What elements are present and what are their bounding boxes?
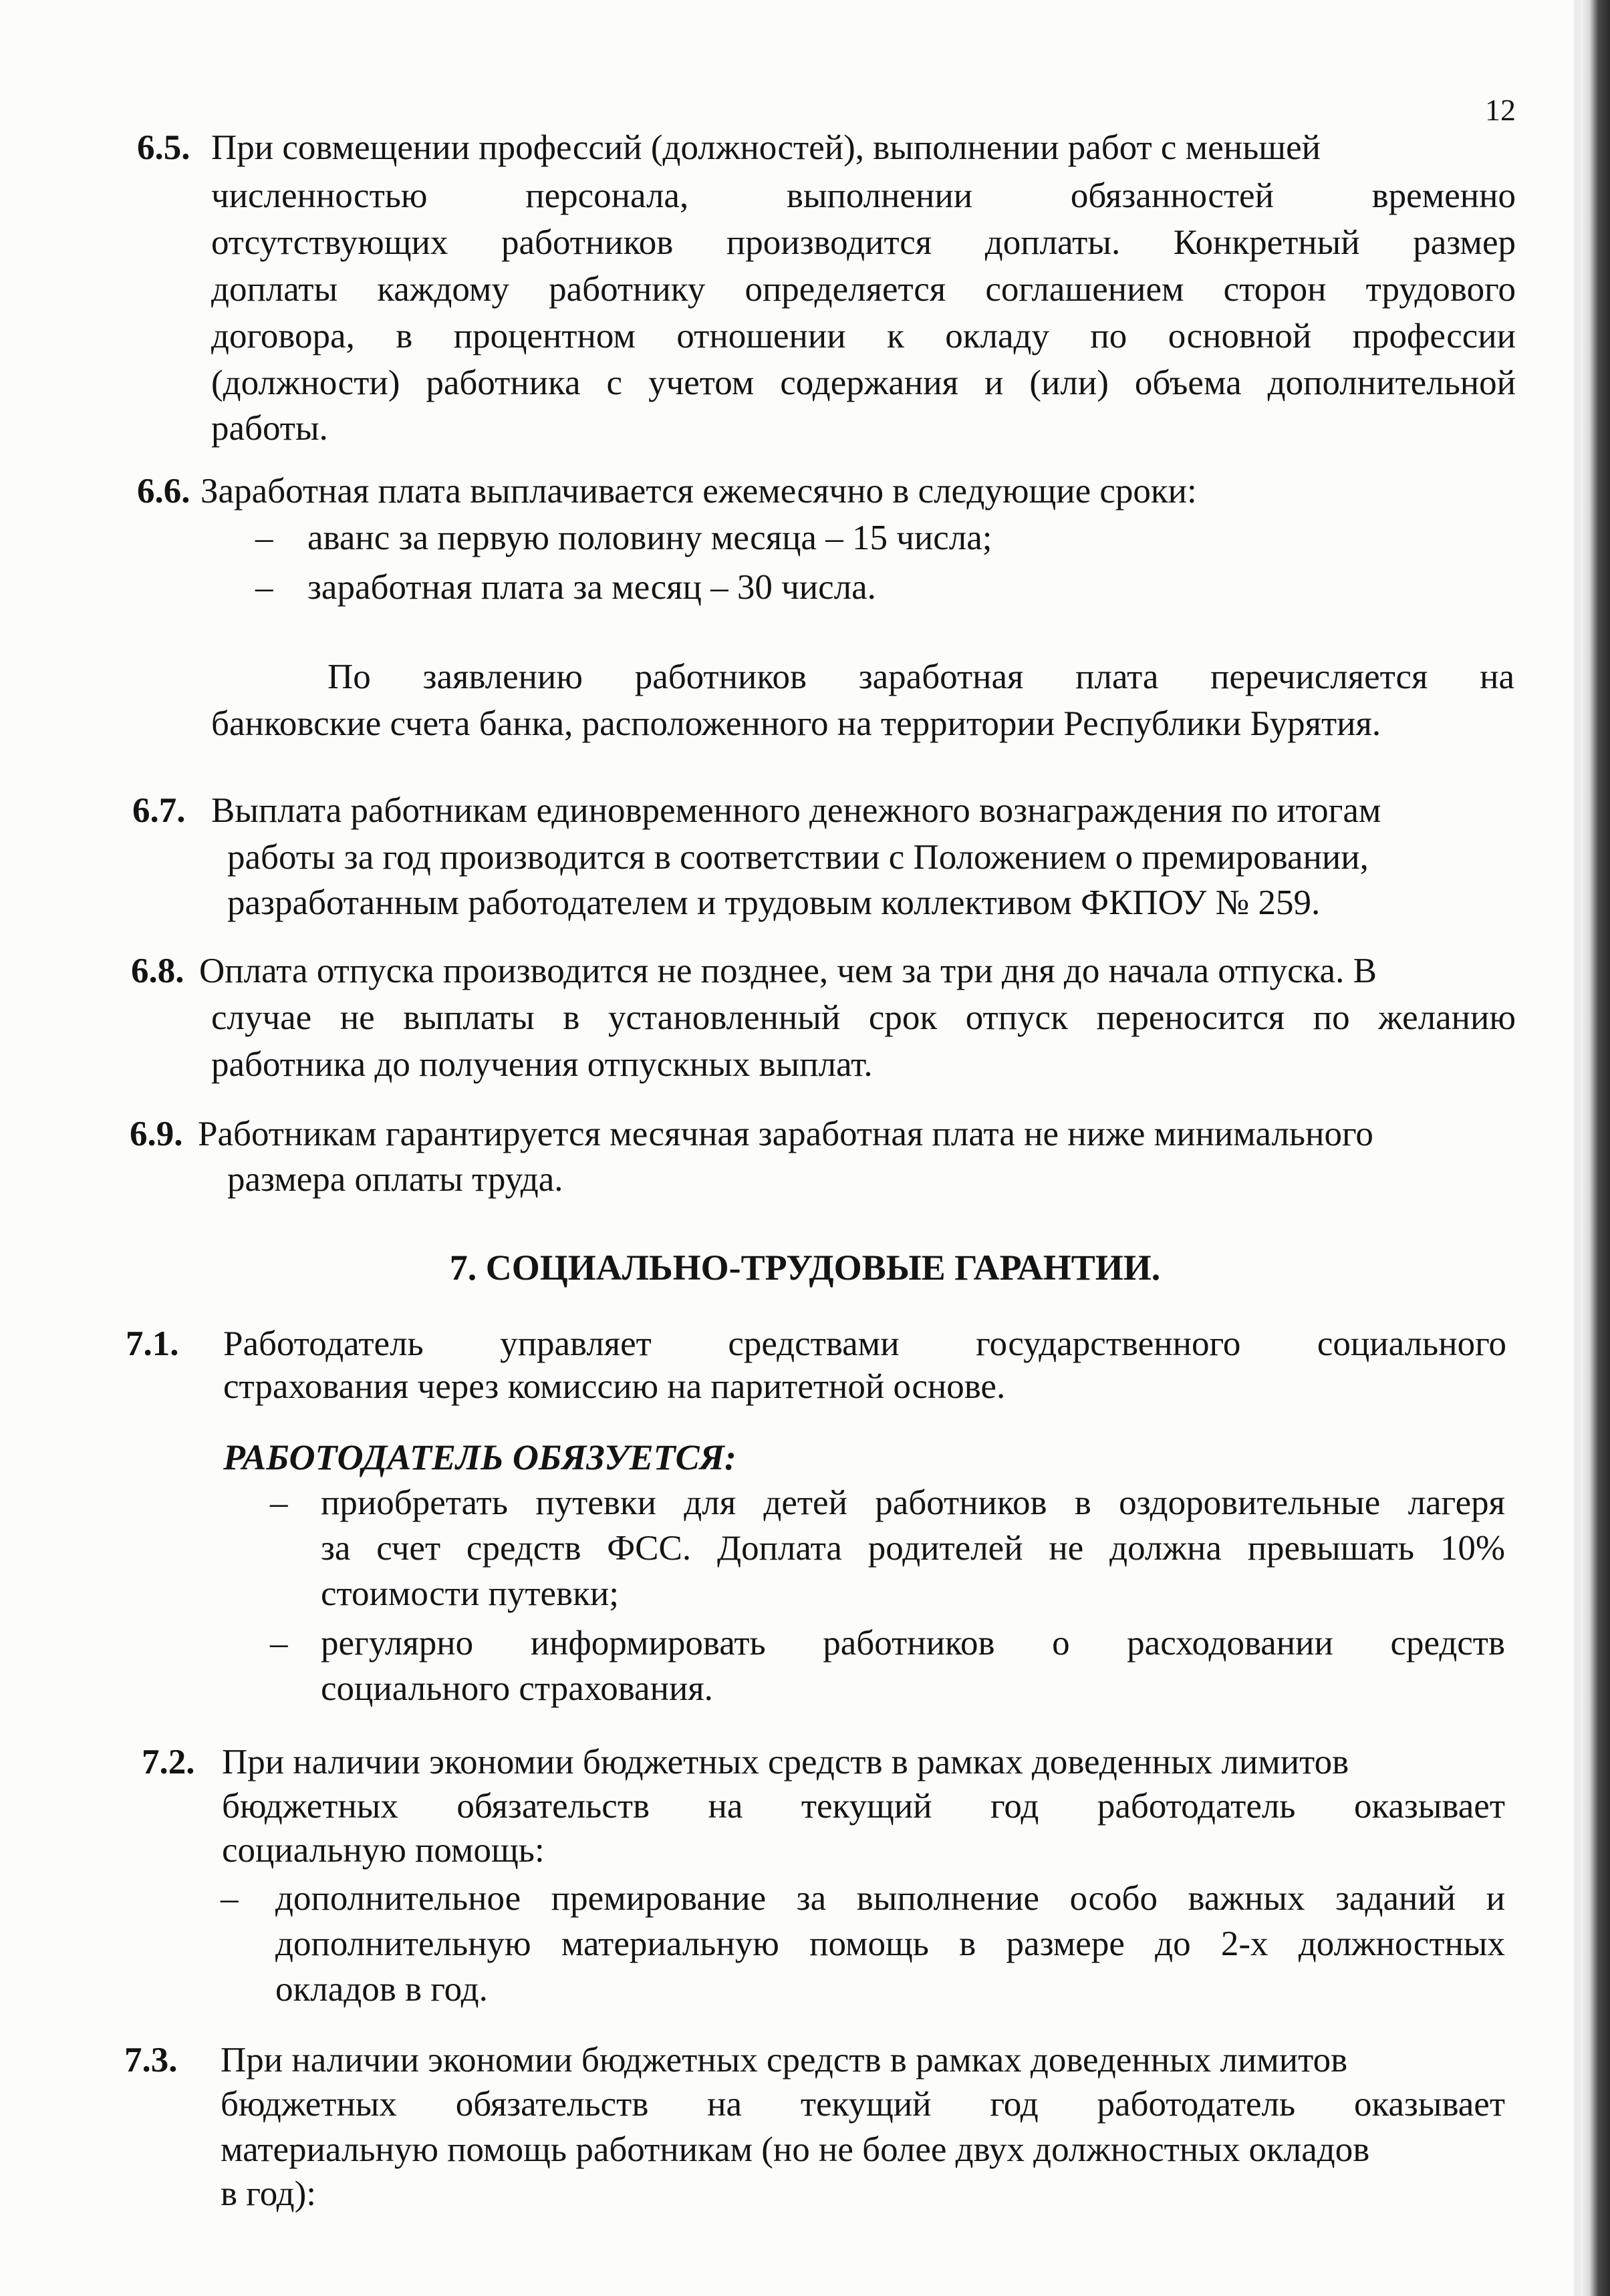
clause-text-line: При наличии экономии бюджетных средств в рамках доведенных лимитов — [221, 2041, 1348, 2079]
section-heading: 7. СОЦИАЛЬНО-ТРУДОВЫЕ ГАРАНТИИ. — [449, 1248, 1161, 1288]
clause-text-line: страхования через комиссию на паритетной основе. — [223, 1367, 1006, 1406]
clause-text-line: работы. — [211, 409, 328, 448]
clause-number: 6.7. — [132, 791, 186, 830]
clause-text-line: бюджетных обязательств на текущий год работодатель оказывает — [221, 2085, 1505, 2124]
bullet-text: стоимости путевки; — [321, 1574, 619, 1613]
clause-text-line: разработанным работодателем и трудовым коллективом ФКПОУ № 259. — [227, 883, 1321, 922]
clause-text-line: При наличии экономии бюджетных средств в рамках доведенных лимитов — [222, 1743, 1349, 1781]
clause-text-line: (должности) работника с учетом содержания и (или) объема дополнительной — [211, 364, 1516, 402]
employer-obliges-heading: РАБОТОДАТЕЛЬ ОБЯЗУЕТСЯ: — [223, 1437, 736, 1477]
clause-text-line: При совмещении профессий (должностей), выполнении работ с меньшей — [211, 128, 1321, 167]
scan-edge-shadow — [1581, 0, 1610, 2296]
clause-text-line: Работодатель управляет средствами государственного социального — [223, 1324, 1506, 1363]
clause-number: 7.2. — [142, 1743, 195, 1781]
clause-number: 6.9. — [130, 1115, 183, 1153]
clause-text-line: бюджетных обязательств на текущий год работодатель оказывает — [222, 1787, 1505, 1826]
clause-text-line: работника до получения отпускных выплат. — [211, 1045, 873, 1084]
dash-bullet: – — [270, 1483, 288, 1522]
page-number: 12 — [1485, 93, 1516, 127]
clause-text-line: работы за год производится в соответствии с Положением о премировании, — [227, 838, 1369, 877]
paragraph-line: По заявлению работников заработная плата перечисляется на — [327, 658, 1514, 696]
bullet-text: приобретать путевки для детей работников в оздоровительные лагеря — [321, 1483, 1505, 1522]
clause-text-line: материальную помощь работникам (но не более двух должностных окладов — [221, 2130, 1370, 2169]
bullet-text: регулярно информировать работников о расходовании средств — [321, 1624, 1505, 1663]
clause-text-line: Заработная плата выплачивается ежемесячно в следующие сроки: — [200, 472, 1197, 511]
bullet-text: социального страхования. — [321, 1669, 713, 1708]
clause-text-line: социальную помощь: — [222, 1831, 545, 1870]
clause-text-line: в год): — [221, 2174, 317, 2213]
bullet-text: дополнительное премирование за выполнение особо важных заданий и — [275, 1879, 1505, 1918]
bullet-text: окладов в год. — [275, 1970, 488, 2009]
clause-number: 6.6. — [137, 472, 190, 511]
clause-text-line: Работникам гарантируется месячная заработная плата не ниже минимального — [198, 1115, 1373, 1153]
clause-text-line: случае не выплаты в установленный срок отпуск переносится по желанию — [211, 998, 1516, 1037]
clause-text-line: Оплата отпуска производится не позднее, чем за три дня до начала отпуска. В — [199, 952, 1377, 990]
clause-number: 6.8. — [131, 952, 184, 990]
scan-edge-light — [1574, 0, 1581, 2296]
clause-number: 6.5. — [137, 128, 190, 167]
dash-bullet: – — [270, 1624, 288, 1663]
dash-bullet: – — [221, 1879, 239, 1918]
bullet-text: аванс за первую половину месяца – 15 числа; — [307, 519, 992, 557]
clause-text-line: доплаты каждому работнику определяется соглашением сторон трудового — [211, 270, 1516, 309]
clause-text-line: отсутствующих работников производится доплаты. Конкретный размер — [211, 223, 1516, 262]
clause-number: 7.1. — [126, 1324, 179, 1363]
dash-bullet: – — [255, 519, 273, 557]
bullet-text: за счет средств ФСС. Доплата родителей не должна превышать 10% — [321, 1529, 1505, 1568]
clause-text-line: договора, в процентном отношении к окладу по основной профессии — [211, 317, 1516, 355]
paragraph-line: банковские счета банка, расположенного на территории Республики Бурятия. — [211, 704, 1381, 743]
clause-text-line: размера оплаты труда. — [227, 1160, 563, 1199]
clause-text-line: численностью персонала, выполнении обязанностей временно — [211, 176, 1516, 215]
bullet-text: дополнительную материальную помощь в размере до 2-х должностных — [275, 1924, 1505, 1963]
dash-bullet: – — [255, 568, 273, 607]
clause-text-line: Выплата работникам единовременного денежного вознаграждения по итогам — [211, 791, 1381, 830]
bullet-text: заработная плата за месяц – 30 числа. — [307, 568, 876, 607]
clause-number: 7.3. — [124, 2041, 178, 2079]
